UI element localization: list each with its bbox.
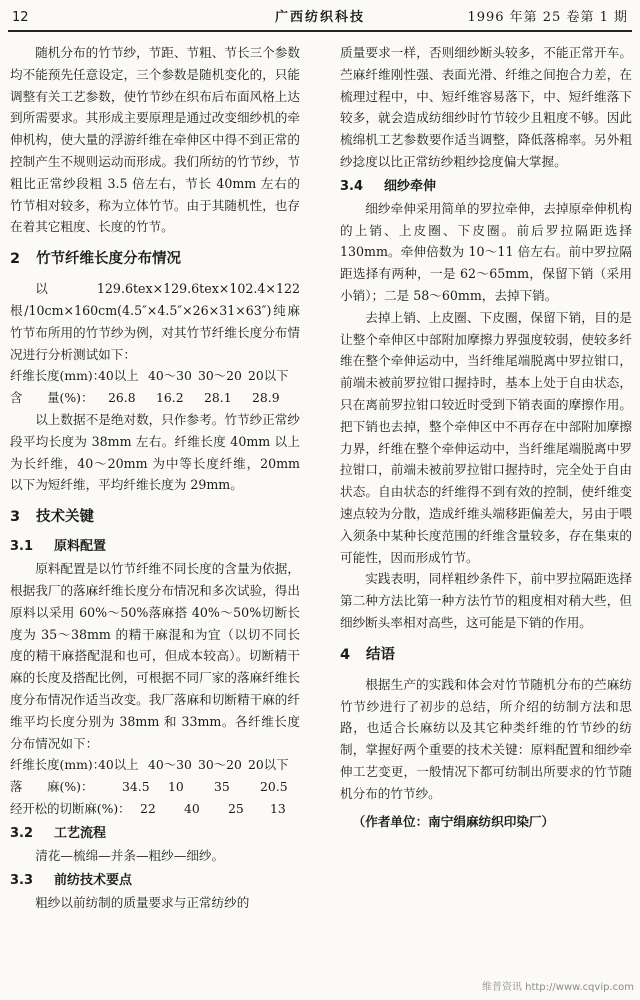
cell: 40 bbox=[184, 800, 200, 816]
cell: 28.1 bbox=[204, 390, 232, 406]
row-label: 纤维长度(mm)： bbox=[10, 757, 106, 773]
cell: 30～20 bbox=[198, 757, 242, 773]
section-heading-2 bbox=[10, 248, 300, 270]
cell: 40以上 bbox=[98, 757, 139, 773]
paragraph: 去掉上销、上皮圈、下皮圈，保留下销，目的是让整个牵伸区中部附加摩擦力界强度较弱，使较多纤维在整个牵伸运动中，当纤维尾端脱离中罗拉钳口，前端未被前罗拉钳口握持时，基本上处于自由状态，只在离前罗拉钳口较近时受到下销表面的摩擦作用。把下销也去掉，整个牵伸区中不再存在中部附加摩擦力界，纤维在整个牵伸运动中，当纤维尾端脱离中罗拉钳口，前端未被前罗拉钳口握持时，完全处于自由状态。自由状态的纤维得不到有效的控制，使纤维变速点较为分散，造成纤维头端移距偏差大，另由于喂入须条中某种长度范围的纤维含量较多，存在集束的可能性，因而形成竹节。 bbox=[340, 309, 632, 565]
paragraph: 粗纱以前纺制的质量要求与正常纺纱的 bbox=[35, 894, 250, 910]
paragraph: 以129.6tex×129.6tex×102.4×122根/10cm×160cm(4.5″×4.5″×26×31×63″)纯麻竹节布所用的竹节纱为例，对其竹节纤维长度分布情况进行分析测试如下： bbox=[10, 281, 300, 362]
subsection-number: 3.3 bbox=[10, 872, 34, 888]
paragraph: 以上数据不是绝对数，只作参考。竹节纱正常纱段平均长度为 38mm 左右。纤维长度 40mm 以上为长纤维，40～20mm 为中等长度纤维，20mm 以下为短纤维，平均纤维长度为 29mm。 bbox=[10, 411, 300, 493]
subsection-title: 工艺流程 bbox=[54, 825, 107, 841]
cell: 40～30 bbox=[148, 757, 192, 773]
subsection-heading-3-3 bbox=[10, 870, 300, 891]
length-table-row bbox=[10, 754, 300, 776]
left-column bbox=[10, 42, 300, 913]
cell: 28.9 bbox=[252, 390, 280, 406]
row-label: 落 麻(%)： bbox=[10, 779, 94, 795]
paragraph: 细纱牵伸采用简单的罗拉牵伸，去掉原牵伸机构的上销、上皮圈、下皮圈。前后罗拉隔距选择 130mm。牵伸倍数为 10～11 倍左右。前中罗拉隔距选择有两种，一是 62～65mm，保留下销（采用小销）；二是 58～60mm，去掉下销。 bbox=[340, 200, 632, 303]
author-affiliation: （作者单位：南宁绢麻纺织印染厂） bbox=[352, 813, 555, 829]
process-flow: 清花—梳绵—并条—粗纱—细纱。 bbox=[35, 847, 225, 863]
row-label: 含 量(%)： bbox=[10, 390, 94, 406]
subsection-heading-3-1 bbox=[10, 536, 300, 557]
section-title: 技术关键 bbox=[36, 509, 94, 526]
paragraph: 质量要求一样，否则细纱断头较多，不能正常开车。苎麻纤维刚性强、表面光滑、纤维之间抱合力差，在梳理过程中，中、短纤维容易落下，中、短纤维落下较多，就会造成纺细纱时竹节较少且粗度不够。因此梳绵机工艺参数要作适当调整，降低落棉率。另外粗纱捻度以比正常纺纱粗纱捻度偏大掌握。 bbox=[340, 45, 632, 169]
journal-name: 广西纺织科技 bbox=[274, 10, 365, 25]
watermark: 维普资讯 http://www.cqvip.com bbox=[481, 982, 634, 993]
cell: 22 bbox=[140, 800, 156, 816]
section-heading-3 bbox=[10, 506, 300, 528]
section-number: 4 bbox=[340, 646, 351, 663]
cell: 25 bbox=[228, 800, 244, 816]
row-label: 纤维长度(mm)： bbox=[10, 368, 106, 384]
subsection-heading-3-4 bbox=[340, 176, 632, 197]
running-header bbox=[8, 8, 632, 32]
cell: 20以下 bbox=[248, 368, 289, 384]
length-table-row bbox=[10, 365, 300, 387]
waste-table-row bbox=[10, 776, 300, 798]
cell: 13 bbox=[270, 800, 286, 816]
cell: 40～30 bbox=[148, 368, 192, 384]
cell: 20以下 bbox=[248, 757, 289, 773]
paragraph: 实践表明，同样粗纱条件下，前中罗拉隔距选择第二种方法比第一种方法竹节的粗度相对稍大些，但细纱断头率相对高些，这可能是下销的作用。 bbox=[340, 571, 632, 630]
section-number: 3 bbox=[10, 509, 21, 526]
paragraph: 原料配置是以竹节纤维不同长度的含量为依据，根据我厂的落麻纤维长度分布情况和多次试验，得出原料以采用 60%～50%落麻搭 40%～50%切断长度为 35～38mm 的精干麻混和为宜（以切不同长度的精干麻搭配混和也可，但成本较高）。切断精干麻的长度及搭配比例，可根据不同厂家的落麻纤维长度分布情况作适当改变。我厂落麻和切断精干麻的纤维平均长度分别为 38mm 和 33mm。各纤维长度分布情况如下： bbox=[10, 561, 300, 751]
content-table-row bbox=[10, 387, 300, 409]
cell: 16.2 bbox=[156, 390, 184, 406]
cell: 10 bbox=[168, 779, 184, 795]
cell: 35 bbox=[214, 779, 230, 795]
cell: 26.8 bbox=[108, 390, 136, 406]
cell: 34.5 bbox=[122, 779, 150, 795]
section-title: 竹节纤维长度分布情况 bbox=[36, 251, 181, 268]
subsection-number: 3.4 bbox=[340, 178, 364, 194]
row-label: 经开松的切断麻(%)： bbox=[10, 800, 131, 816]
subsection-title: 原料配置 bbox=[54, 539, 107, 555]
subsection-title: 细纱牵伸 bbox=[384, 178, 437, 194]
paragraph: 随机分布的竹节纱，节距、节粗、节长三个参数均不能预先任意设定，三个参数是随机变化的，只能调整有关工艺参数，使竹节纱在织布后布面风格上达到所需要求。其形成主要原理是通过改变细纱机的牵伸机构，使大量的浮游纤维在牵伸区中得不到正常的控制产生不规则运动而形成。我们所纺的竹节纱，节粗比正常纱段粗 3.5 倍左右，节长 40mm 左右的竹节相对较多，称为立体竹节。由于其随机性，也存在着其它粗度、长度的竹节。 bbox=[10, 45, 300, 235]
issue-info: 1996 年第 25 卷第 1 期 bbox=[467, 10, 628, 25]
section-title: 结语 bbox=[366, 646, 395, 663]
subsection-title: 前纺技术要点 bbox=[54, 872, 133, 888]
subsection-number: 3.1 bbox=[10, 539, 34, 555]
cell: 20.5 bbox=[260, 779, 288, 795]
page-number: 12 bbox=[12, 10, 29, 25]
cell: 30～20 bbox=[198, 368, 242, 384]
section-number: 2 bbox=[10, 251, 21, 268]
subsection-number: 3.2 bbox=[10, 825, 34, 841]
cell: 40以上 bbox=[98, 368, 139, 384]
right-column bbox=[340, 42, 632, 832]
subsection-heading-3-2 bbox=[10, 823, 300, 844]
section-heading-4 bbox=[340, 644, 632, 666]
cut-fiber-table-row bbox=[10, 798, 300, 820]
paragraph: 根据生产的实践和体会对竹节随机分布的苎麻纺竹节纱进行了初步的总结，所介绍的纺制方法和思路，也适合长麻纺以及其它种类纤维的竹节纱的纺制，掌握好两个重要的技术关键：原料配置和细纱牵伸工艺变更，一般情况下都可纺制出所要求的竹节随机分布的竹节纱。 bbox=[340, 676, 632, 801]
